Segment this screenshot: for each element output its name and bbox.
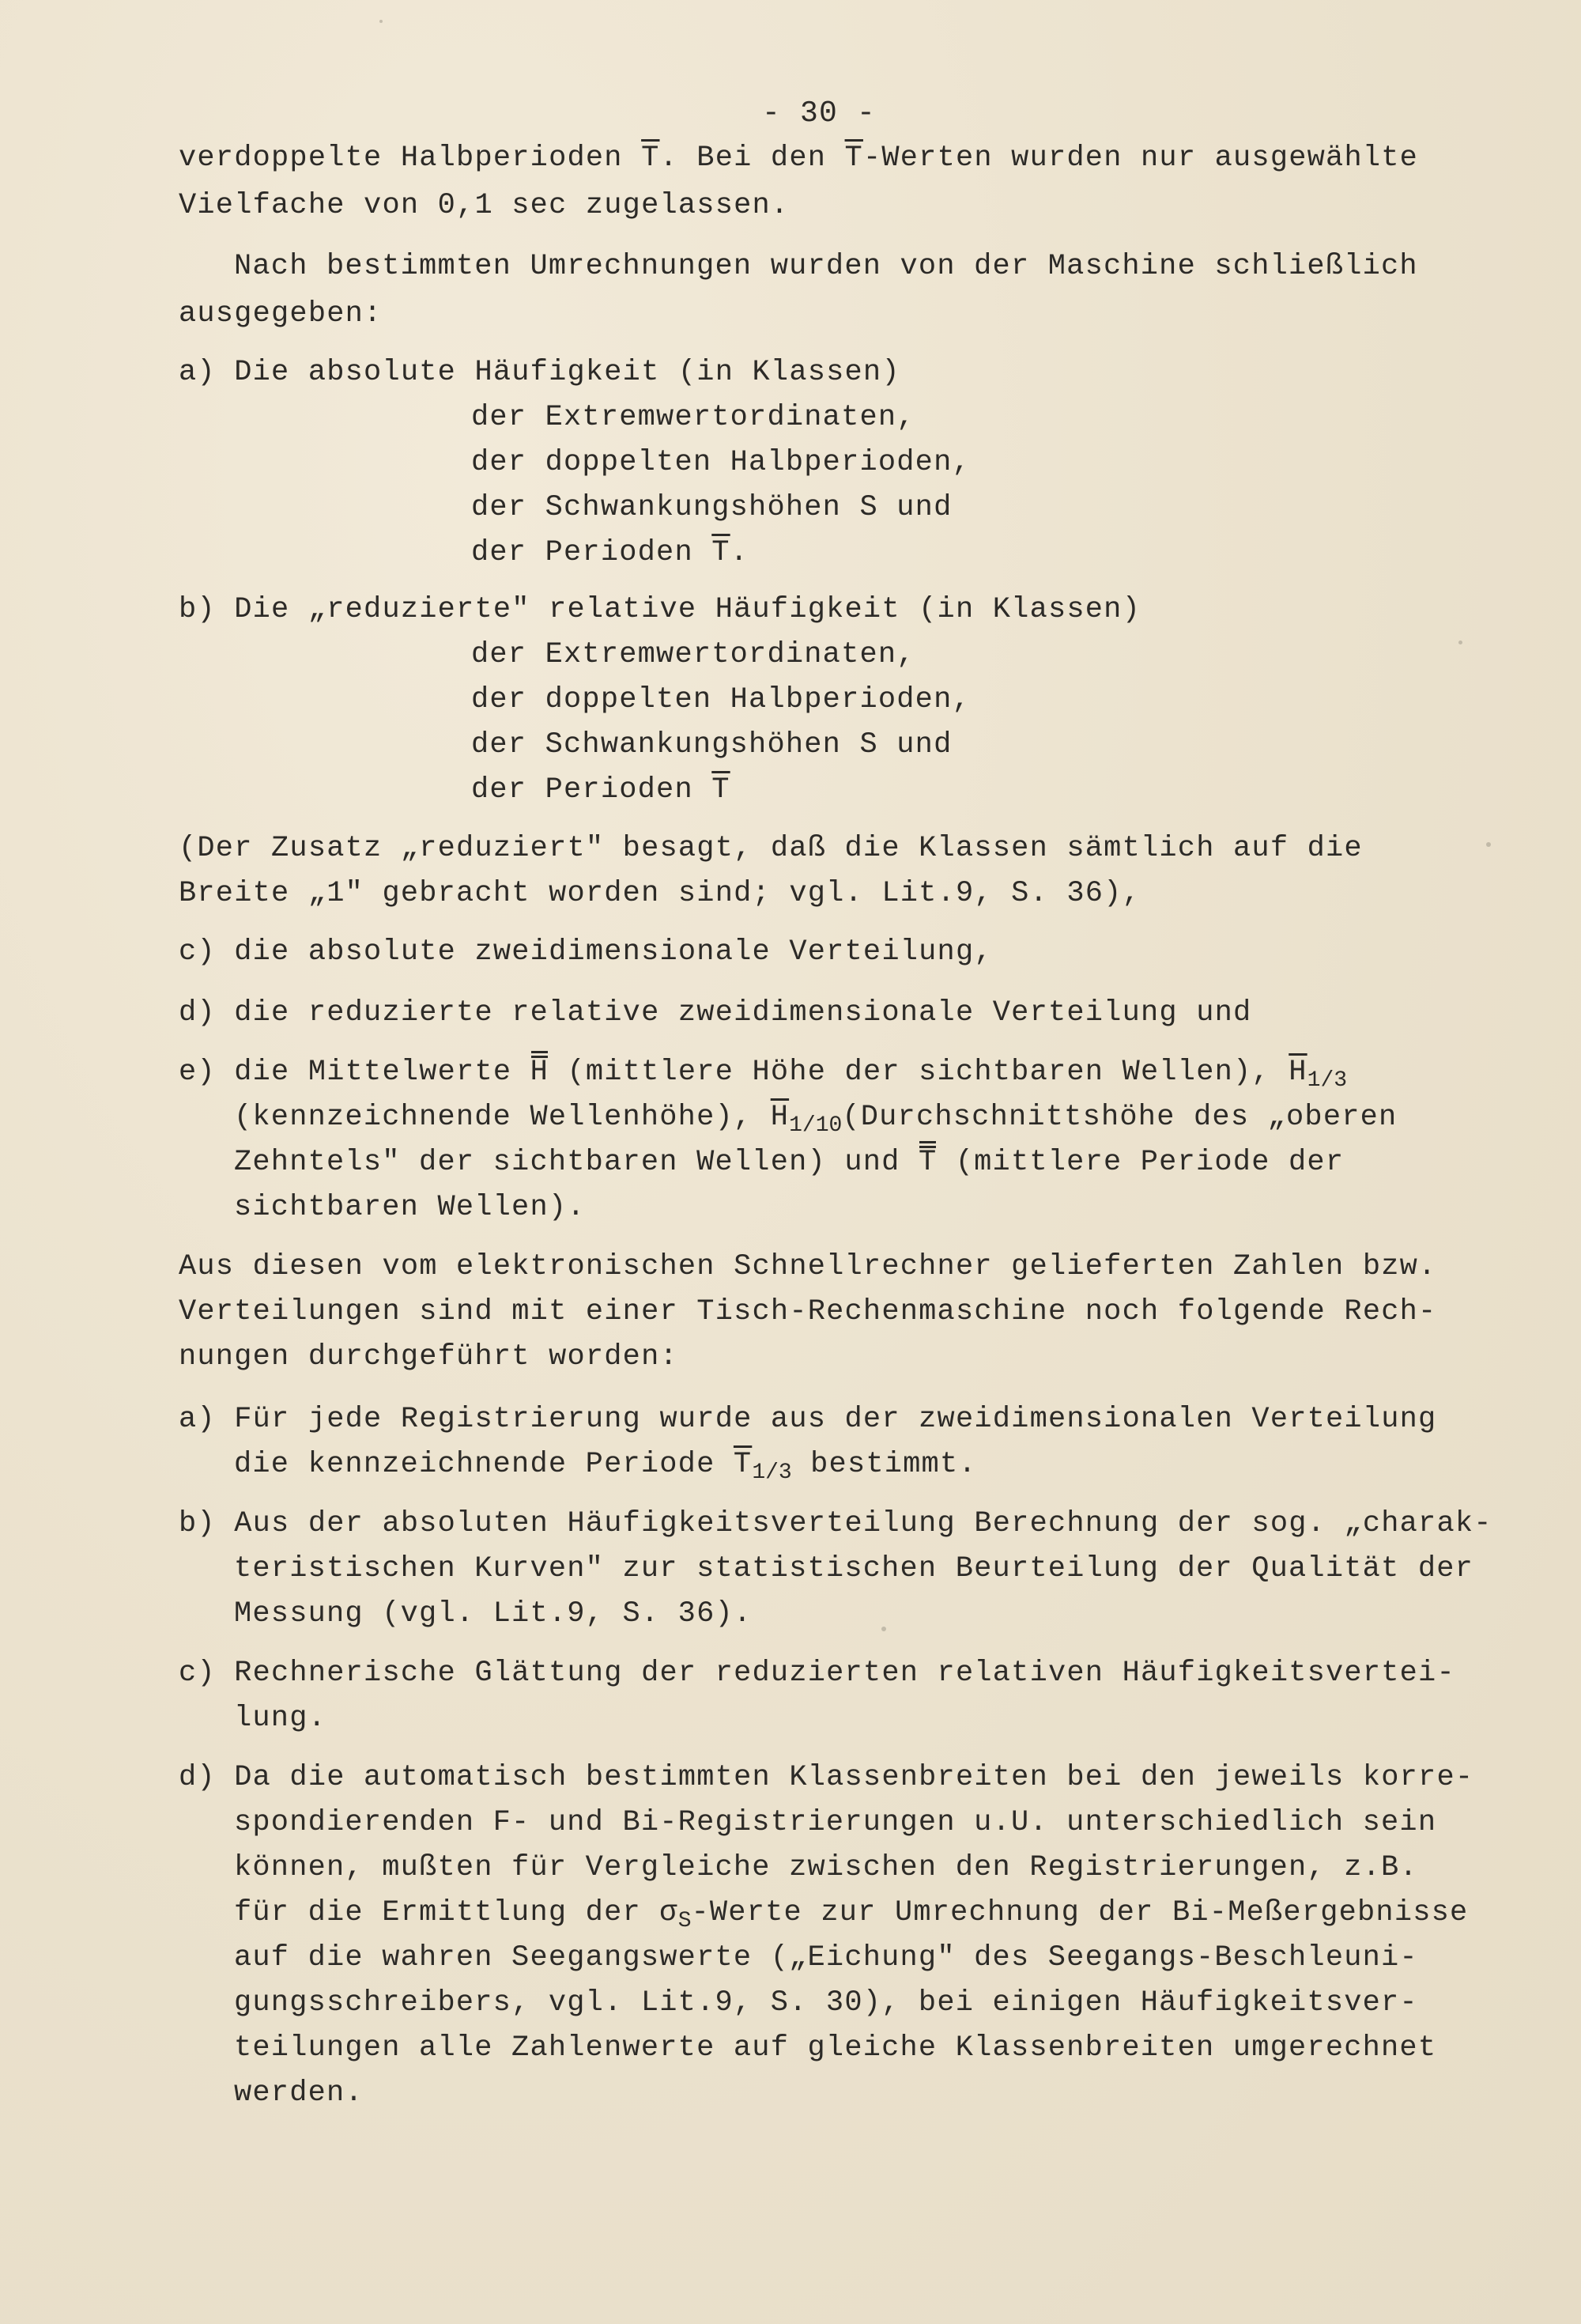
text-line: sichtbaren Wellen). bbox=[234, 1191, 586, 1224]
text-line: der Extremwertordinaten, bbox=[471, 401, 915, 434]
text-line: Nach bestimmten Umrechnungen wurden von der Maschine schließlich bbox=[234, 250, 1418, 283]
text-line: der Schwankungshöhen S und bbox=[471, 491, 953, 524]
text-line: (Der Zusatz „reduziert" besagt, daß die Klassen sämtlich auf die bbox=[179, 832, 1363, 865]
list-item-label: b) Die „reduzierte" relative Häufigkeit (in Klassen) bbox=[179, 593, 1141, 626]
list-item: d) die reduzierte relative zweidimensionale Verteilung und bbox=[179, 996, 1252, 1030]
text-line: der Perioden $\overline{T}$. bbox=[471, 536, 749, 569]
text-line: auf die wahren Seegangswerte („Eichung" des Seegangs-Beschleuni- bbox=[234, 1941, 1418, 1974]
list-item: b) Aus der absoluten Häufigkeitsverteilung Berechnung der sog. „charak- bbox=[179, 1507, 1492, 1540]
text-line: können, mußten für Vergleiche zwischen den Registrierungen, z.B. bbox=[234, 1851, 1418, 1884]
text-line: Messung (vgl. Lit.9, S. 36). bbox=[234, 1597, 753, 1631]
text-line: Breite „1" gebracht worden sind; vgl. Lit.9, S. 36), bbox=[179, 877, 1141, 910]
list-item: e) die Mittelwerte H (mittlere Höhe der sichtbaren Wellen), $\overline{H}_{1/3}$ bbox=[179, 1056, 1348, 1093]
text-line: der Schwankungshöhen S und bbox=[471, 728, 953, 761]
paper-speck bbox=[881, 1627, 886, 1631]
text-line: für die Ermittlung der $\sigma_S$-Werte zur Umrechnung der Bi-Meßergebnisse bbox=[234, 1896, 1469, 1933]
text-line: der doppelten Halbperioden, bbox=[471, 683, 971, 716]
page-number: - 30 - bbox=[762, 96, 877, 130]
text-line: teristischen Kurven" zur statistischen Beurteilung der Qualität der bbox=[234, 1552, 1474, 1585]
text-line: ausgegeben: bbox=[179, 297, 383, 331]
text-line: lung. bbox=[234, 1702, 327, 1735]
list-item: a) Für jede Registrierung wurde aus der zweidimensionalen Verteilung bbox=[179, 1403, 1437, 1436]
text-line: (kennzeichnende Wellenhöhe), $\overline{H}_{1/10}(Durchschnittshöhe$ des „oberen bbox=[234, 1101, 1398, 1138]
text-line: der doppelten Halbperioden, bbox=[471, 446, 971, 479]
text-line: Verteilungen sind mit einer Tisch-Rechenmaschine noch folgende Rech- bbox=[179, 1295, 1437, 1328]
text-line: nungen durchgeführt worden: bbox=[179, 1340, 678, 1374]
text-line: Zehntels" der sichtbaren Wellen) und T (mittlere Periode der bbox=[234, 1146, 1345, 1179]
list-item: c) die absolute zweidimensionale Verteilung, bbox=[179, 935, 993, 969]
list-item: c) Rechnerische Glättung der reduzierten relativen Häufigkeitsvertei- bbox=[179, 1657, 1455, 1690]
paper-speck bbox=[1486, 842, 1491, 847]
text-line: der Extremwertordinaten, bbox=[471, 638, 915, 671]
text-line: teilungen alle Zahlenwerte auf gleiche Klassenbreiten umgerechnet bbox=[234, 2031, 1437, 2065]
text-line: verdoppelte Halbperioden $\overline{T}$. Bei den $\overline{T}$-Werten wurden nur ausgewählte bbox=[179, 142, 1419, 175]
paper-speck bbox=[1458, 641, 1462, 644]
text-line: Aus diesen vom elektronischen Schnellrechner gelieferten Zahlen bzw. bbox=[179, 1250, 1437, 1283]
text-line: der Perioden $\overline{T}$ bbox=[471, 773, 730, 807]
list-item-label: a) Die absolute Häufigkeit (in Klassen) bbox=[179, 356, 900, 389]
text-line: werden. bbox=[234, 2076, 364, 2110]
text-line: spondierenden F- und Bi-Registrierungen u.U. unterschiedlich sein bbox=[234, 1806, 1437, 1839]
paper-speck bbox=[379, 20, 383, 23]
list-item: d) Da die automatisch bestimmten Klassenbreiten bei den jeweils korre- bbox=[179, 1761, 1474, 1794]
text-line: die kennzeichnende Periode $\overline{T}_{1/3}$ bestimmt. bbox=[234, 1448, 977, 1485]
text-line: Vielfache von 0,1 sec zugelassen. bbox=[179, 189, 790, 222]
text-line: gungsschreibers, vgl. Lit.9, S. 30), bei einigen Häufigkeitsver- bbox=[234, 1986, 1418, 2020]
